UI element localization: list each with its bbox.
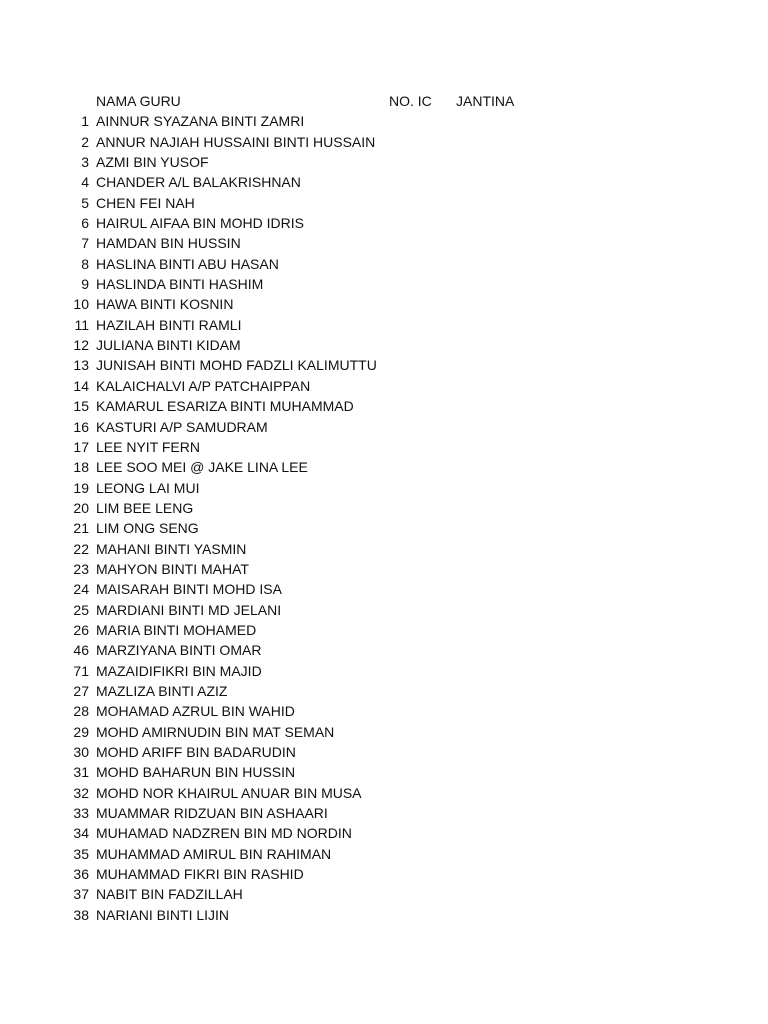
table-row bbox=[0, 539, 768, 559]
table-row bbox=[0, 172, 768, 192]
table-row bbox=[0, 233, 768, 253]
row-number: 30 bbox=[73, 744, 89, 760]
teacher-name: LIM BEE LENG bbox=[96, 499, 194, 516]
table-row bbox=[0, 498, 768, 518]
teacher-name: MUHAMMAD FIKRI BIN RASHID bbox=[96, 866, 304, 883]
table-row bbox=[0, 722, 768, 742]
table-row bbox=[0, 762, 768, 782]
row-number: 8 bbox=[81, 255, 89, 272]
teacher-name: MOHD NOR KHAIRUL ANUAR BIN MUSA bbox=[96, 784, 362, 801]
teacher-name: KALAICHALVI A/P PATCHAIPPAN bbox=[96, 377, 311, 394]
row-number: 33 bbox=[73, 805, 89, 822]
row-number: 21 bbox=[73, 520, 89, 537]
teacher-name: MAISARAH BINTI MOHD ISA bbox=[96, 581, 282, 598]
teacher-name: JUNISAH BINTI MOHD FADZLI KALIMUTTU bbox=[96, 357, 377, 374]
teacher-name: AINNUR SYAZANA BINTI ZAMRI bbox=[96, 113, 305, 130]
row-number: 25 bbox=[73, 601, 89, 618]
teacher-name: AZMI BIN YUSOF bbox=[96, 154, 209, 171]
table-row bbox=[0, 315, 768, 335]
teacher-name: CHANDER A/L BALAKRISHNAN bbox=[96, 174, 301, 191]
teacher-name: JULIANA BINTI KIDAM bbox=[96, 337, 241, 354]
teacher-name: KAMARUL ESARIZA BINTI MUHAMMAD bbox=[96, 398, 354, 415]
teacher-name: LIM ONG SENG bbox=[96, 520, 199, 537]
teacher-name: HASLINDA BINTI HASHIM bbox=[96, 276, 264, 293]
row-number: 28 bbox=[73, 703, 89, 720]
teacher-name: HAMDAN BIN HUSSIN bbox=[96, 235, 241, 252]
teacher-name: MUHAMAD NADZREN BIN MD NORDIN bbox=[96, 825, 352, 842]
teacher-name: CHEN FEI NAH bbox=[96, 194, 195, 211]
table-row bbox=[0, 193, 768, 213]
table-row bbox=[0, 254, 768, 274]
table-row bbox=[0, 437, 768, 457]
row-number: 12 bbox=[73, 337, 89, 354]
row-number: 16 bbox=[73, 418, 89, 435]
table-row bbox=[0, 742, 768, 762]
header-row bbox=[0, 91, 768, 111]
teacher-name: MUHAMMAD AMIRUL BIN RAHIMAN bbox=[96, 845, 332, 862]
row-number: 31 bbox=[73, 764, 89, 781]
table-row bbox=[0, 274, 768, 294]
teacher-name: MAZLIZA BINTI AZIZ bbox=[96, 682, 228, 699]
table-row bbox=[0, 335, 768, 355]
teacher-name: MAHANI BINTI YASMIN bbox=[96, 540, 247, 557]
row-number: 11 bbox=[74, 316, 89, 333]
table-row bbox=[0, 844, 768, 864]
row-number: 35 bbox=[73, 845, 89, 862]
table-row bbox=[0, 803, 768, 823]
teacher-name: MARZIYANA BINTI OMAR bbox=[96, 642, 262, 659]
table-row bbox=[0, 396, 768, 416]
table-row bbox=[0, 884, 768, 904]
table-row bbox=[0, 417, 768, 437]
teacher-name: MOHD BAHARUN BIN HUSSIN bbox=[96, 764, 296, 781]
table-row bbox=[0, 681, 768, 701]
row-number: 17 bbox=[73, 438, 89, 455]
row-number: 4 bbox=[81, 174, 89, 191]
table-row bbox=[0, 478, 768, 498]
row-number: 10 bbox=[73, 296, 89, 313]
teacher-name: LEE SOO MEI @ JAKE LINA LEE bbox=[96, 459, 308, 476]
teacher-name: MAHYON BINTI MAHAT bbox=[96, 560, 249, 577]
row-number: 22 bbox=[73, 540, 89, 557]
table-row bbox=[0, 701, 768, 721]
table-row bbox=[0, 294, 768, 314]
table-row bbox=[0, 600, 768, 620]
teacher-name: MAZAIDIFIKRI BIN MAJID bbox=[96, 662, 262, 679]
row-number: 13 bbox=[73, 357, 89, 374]
row-number: 7 bbox=[81, 235, 89, 252]
table-body bbox=[0, 111, 768, 925]
row-number: 19 bbox=[73, 479, 89, 496]
row-number: 1 bbox=[81, 113, 89, 130]
header-ic: NO. IC bbox=[389, 93, 432, 109]
table-row bbox=[0, 355, 768, 375]
row-number: 34 bbox=[73, 825, 89, 842]
table-row bbox=[0, 213, 768, 233]
table-row bbox=[0, 783, 768, 803]
teacher-name: NARIANI BINTI LIJIN bbox=[96, 906, 230, 923]
teacher-list-sheet bbox=[0, 91, 768, 925]
table-row bbox=[0, 376, 768, 396]
row-number: 24 bbox=[73, 581, 89, 598]
row-number: 18 bbox=[73, 459, 89, 476]
row-number: 38 bbox=[73, 906, 89, 923]
table-row bbox=[0, 661, 768, 681]
row-number: 23 bbox=[73, 560, 89, 577]
table-row bbox=[0, 132, 768, 152]
teacher-name: ANNUR NAJIAH HUSSAINI BINTI HUSSAIN bbox=[96, 133, 376, 150]
row-number: 20 bbox=[73, 499, 89, 516]
table-row bbox=[0, 620, 768, 640]
row-number: 37 bbox=[73, 886, 89, 903]
teacher-name: MARDIANI BINTI MD JELANI bbox=[96, 601, 282, 618]
row-number: 6 bbox=[81, 215, 89, 232]
header-gender: JANTINA bbox=[456, 93, 515, 109]
teacher-name: HAZILAH BINTI RAMLI bbox=[96, 316, 242, 333]
teacher-name: NABIT BIN FADZILLAH bbox=[96, 886, 243, 903]
row-number: 5 bbox=[81, 194, 89, 211]
teacher-name: KASTURI A/P SAMUDRAM bbox=[96, 418, 268, 435]
teacher-name: MOHD ARIFF BIN BADARUDIN bbox=[96, 744, 296, 760]
header-name: NAMA GURU bbox=[96, 93, 181, 109]
row-number: 9 bbox=[81, 276, 89, 293]
row-number: 14 bbox=[73, 377, 89, 394]
teacher-name: MOHD AMIRNUDIN BIN MAT SEMAN bbox=[96, 723, 335, 740]
table-row bbox=[0, 579, 768, 599]
table-row bbox=[0, 111, 768, 131]
table-row bbox=[0, 457, 768, 477]
row-number: 3 bbox=[81, 154, 89, 171]
table-row bbox=[0, 640, 768, 660]
row-number: 27 bbox=[73, 682, 89, 699]
row-number: 29 bbox=[73, 723, 89, 740]
teacher-name: HASLINA BINTI ABU HASAN bbox=[96, 255, 279, 272]
row-number: 71 bbox=[73, 662, 89, 679]
row-number: 36 bbox=[73, 866, 89, 883]
teacher-name: HAIRUL AIFAA BIN MOHD IDRIS bbox=[96, 215, 304, 232]
row-number: 46 bbox=[73, 642, 89, 659]
teacher-name: LEONG LAI MUI bbox=[96, 479, 200, 496]
row-number: 2 bbox=[81, 133, 89, 150]
table-row bbox=[0, 518, 768, 538]
teacher-name: MUAMMAR RIDZUAN BIN ASHAARI bbox=[96, 805, 328, 822]
row-number: 32 bbox=[73, 784, 89, 801]
teacher-name: LEE NYIT FERN bbox=[96, 438, 200, 455]
table-row bbox=[0, 864, 768, 884]
table-row bbox=[0, 559, 768, 579]
teacher-name: MARIA BINTI MOHAMED bbox=[96, 621, 257, 638]
row-number: 26 bbox=[73, 621, 89, 638]
teacher-name: HAWA BINTI KOSNIN bbox=[96, 296, 234, 313]
table-row bbox=[0, 823, 768, 843]
row-number: 15 bbox=[73, 398, 89, 415]
table-row bbox=[0, 152, 768, 172]
teacher-name: MOHAMAD AZRUL BIN WAHID bbox=[96, 703, 295, 720]
table-row bbox=[0, 905, 768, 925]
